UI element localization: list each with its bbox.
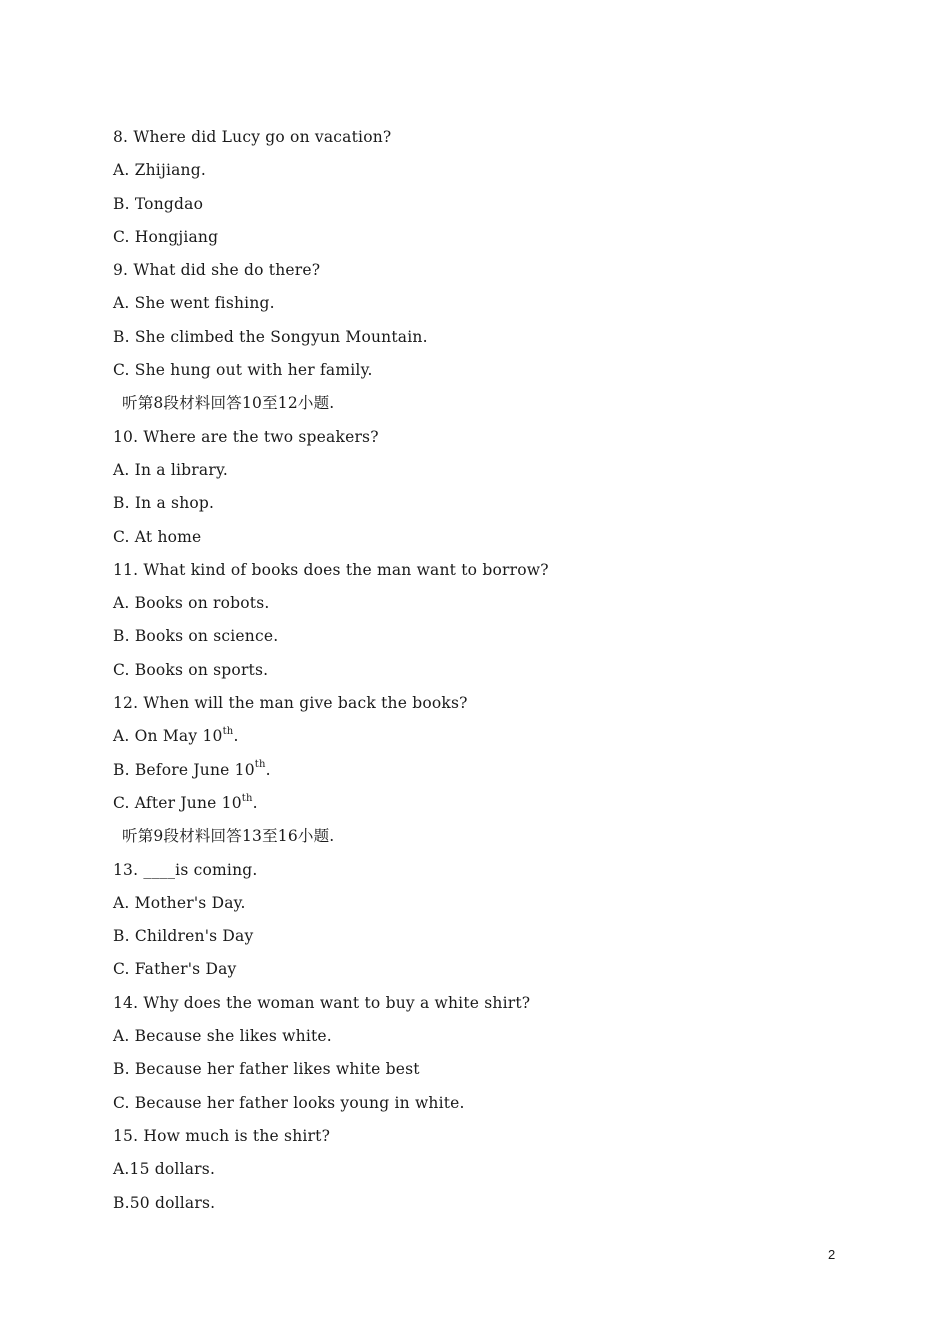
question-text [113, 257, 873, 290]
line-text: 13. ____is coming. [113, 860, 258, 879]
answer-option [113, 224, 873, 257]
line-suffix: . [252, 793, 258, 812]
ordinal-suffix: th [254, 759, 266, 771]
line-text: A. Zhijiang. [113, 161, 206, 180]
line-text: 14. Why does the woman want to buy a white shirt? [113, 993, 531, 1012]
answer-option [113, 956, 873, 989]
answer-option [113, 1190, 873, 1223]
answer-option [113, 590, 873, 623]
question-text [113, 690, 873, 723]
line-suffix: . [233, 727, 239, 746]
section-instruction [113, 390, 873, 423]
question-text [113, 557, 873, 590]
answer-option [113, 890, 873, 923]
line-text: 10. Where are the two speakers? [113, 427, 379, 446]
line-text: A.15 dollars. [113, 1160, 216, 1179]
answer-option [113, 157, 873, 190]
answer-option [113, 490, 873, 523]
exam-content [113, 124, 873, 1223]
line-text: 15. How much is the shirt? [113, 1126, 331, 1145]
answer-option [113, 1156, 873, 1189]
line-text: C. She hung out with her family. [113, 361, 373, 380]
line-text: B. Before June 10 [113, 760, 255, 779]
question-text [113, 857, 873, 890]
question-text [113, 990, 873, 1023]
line-text: A. Because she likes white. [113, 1027, 332, 1046]
question-text [113, 424, 873, 457]
line-text: A. Books on robots. [113, 594, 270, 613]
ordinal-suffix: th [241, 792, 253, 804]
line-text: B.50 dollars. [113, 1193, 216, 1212]
line-text: 听第9段材料回答13至16小题. [122, 827, 335, 846]
answer-option [113, 357, 873, 390]
line-suffix: . [265, 760, 271, 779]
line-text: C. Father's Day [113, 960, 237, 979]
answer-option [113, 524, 873, 557]
answer-option [113, 657, 873, 690]
answer-option [113, 923, 873, 956]
line-text: C. Hongjiang [113, 227, 219, 246]
line-text: C. Books on sports. [113, 660, 269, 679]
answer-option [113, 623, 873, 656]
line-text: 听第8段材料回答10至12小题. [122, 394, 335, 413]
answer-option [113, 1023, 873, 1056]
line-text: 8. Where did Lucy go on vacation? [113, 128, 392, 146]
answer-option [113, 790, 873, 823]
answer-option [113, 1090, 873, 1123]
page-number: 2 [828, 1247, 836, 1262]
line-text: B. She climbed the Songyun Mountain. [113, 327, 428, 346]
line-text: C. After June 10 [113, 793, 242, 812]
line-text: C. Because her father looks young in white. [113, 1093, 465, 1112]
ordinal-suffix: th [222, 726, 234, 738]
line-text: B. In a shop. [113, 494, 215, 513]
line-text: A. Mother's Day. [113, 893, 246, 912]
answer-option [113, 324, 873, 357]
answer-option [113, 290, 873, 323]
line-text: A. She went fishing. [113, 294, 275, 313]
section-instruction [113, 823, 873, 856]
line-text: A. In a library. [113, 460, 228, 479]
answer-option [113, 457, 873, 490]
line-text: B. Because her father likes white best [113, 1060, 420, 1079]
line-text: 9. What did she do there? [113, 261, 321, 280]
question-text [113, 1123, 873, 1156]
line-text: 11. What kind of books does the man want to borrow? [113, 560, 549, 579]
answer-option [113, 757, 873, 790]
question-text [113, 124, 873, 157]
line-text: C. At home [113, 527, 202, 546]
line-text: B. Tongdao [113, 194, 204, 213]
answer-option [113, 1056, 873, 1089]
answer-option [113, 191, 873, 224]
line-text: B. Children's Day [113, 927, 254, 946]
line-text: 12. When will the man give back the books? [113, 694, 468, 713]
answer-option [113, 723, 873, 756]
line-text: B. Books on science. [113, 627, 279, 646]
line-text: A. On May 10 [113, 727, 223, 746]
